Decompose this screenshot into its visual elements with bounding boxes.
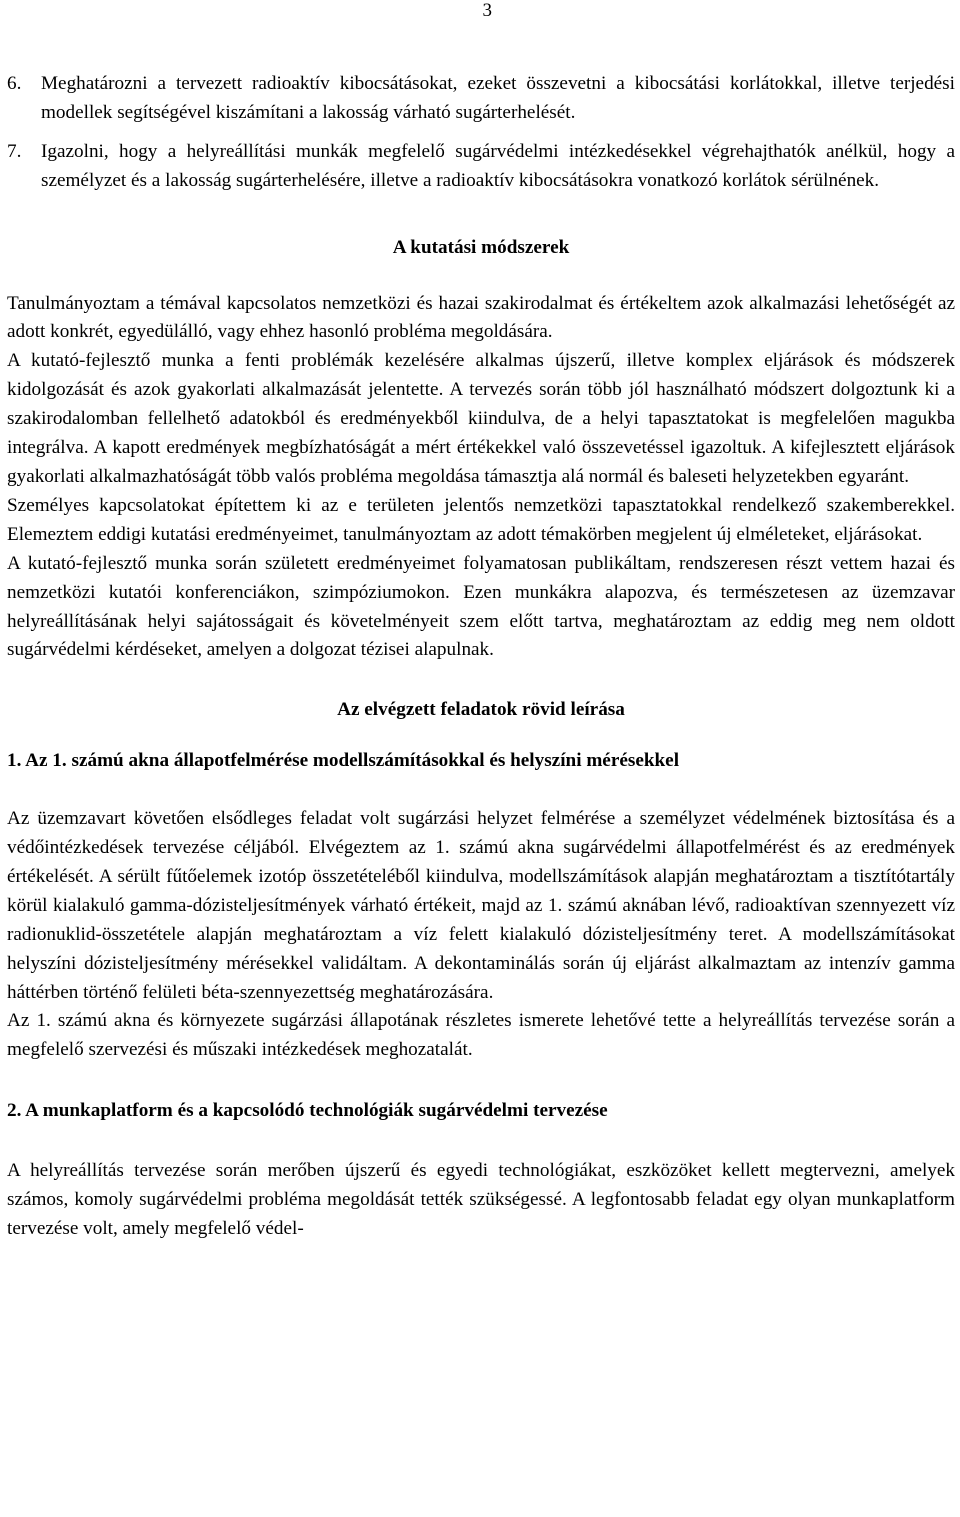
methods-paragraph: Személyes kapcsolatokat építettem ki az e területen jelentős nemzetközi tapasztatokkal rendelkező szakemberekkel. Elemeztem eddigi kutatási eredményeimet, tanulmányoztam az adott témakörben megjelent új elméleteket, eljárásokat. bbox=[7, 494, 955, 545]
list-item-text: Meghatározni a tervezett radioaktív kibocsátásokat, ezeket összevetni a kibocsátási korlátokkal, illetve terjedési modellek segítségével kiszámítani a lakosság várható sugárterhelését. bbox=[41, 73, 955, 123]
subsection-1-title: 1. Az 1. számú akna állapotfelmérése modellszámításokkal és helyszíni mérésekkel bbox=[7, 750, 680, 772]
list-item-number: 6. bbox=[7, 73, 22, 94]
methods-paragraph: A kutató-fejlesztő munka során született eredményeimet folyamatosan publikáltam, rendszeresen részt vettem hazai és nemzetközi kutatói konferenciákon, szimpóziumokon. Ezen munkákra alapozva, és természetesen az üzemzavar helyreállításának helyi sajátosságait és követelményeit szem előtt tartva, meghatároztam az eddig meg nem oldott sugárvédelmi kérdéseket, amelyen a dolgozat tézisei alapulnak. bbox=[7, 552, 955, 661]
tasks-heading: Az elvégzett feladatok rövid leírása bbox=[337, 699, 625, 721]
methods-heading: A kutatási módszerek bbox=[392, 236, 570, 258]
list-item-6 bbox=[7, 70, 955, 128]
subsection-2-title: 2. A munkaplatform és a kapcsolódó technológiák sugárvédelmi tervezése bbox=[7, 1100, 608, 1122]
subsection-1-paragraph: Az üzemzavart követően elsődleges feladat volt sugárzási helyzet felmérése a személyzet védelmének biztosítása és a védőintézkedések tervezése céljából. Elvégeztem az 1. számú akna sugárvédelmi állapotfelmérést és az eredmények értékelését. A sérült fűtőelemek izotóp összetételéből kiindulva, modellszámítások alapján meghatároztam a tisztítótartály körül kialakuló gamma-dózisteljesítmények várható értékeit, majd az 1. számú aknában lévő, radioaktívan szennyezett víz radionuklid-összetétele alapján meghatároztam a víz felett kialakuló dózisteljesítmény teret. A modellszámításokat helyszíni dózisteljesítmény mérésekkel validáltam. A dekontaminálás során új eljárást alkalmaztam az intenzív gamma háttérben történő felületi béta-szennyezettség meghatározására. bbox=[7, 808, 955, 1003]
page-number: 3 bbox=[482, 0, 492, 21]
methods-paragraph: Tanulmányoztam a témával kapcsolatos nemzetközi és hazai szakirodalmat és értékeltem azok alkalmazási lehetőségét az adott konkrét, egyedülálló, vagy ehhez hasonló probléma megoldására. bbox=[7, 292, 955, 343]
list-item-number: 7. bbox=[7, 140, 22, 162]
subsection-1-paragraph: Az 1. számú akna és környezete sugárzási állapotának részletes ismerete lehetővé tette a helyreállítás tervezése során a megfelelő szervezési és műszaki intézkedések meghozatalát. bbox=[7, 1010, 955, 1061]
list-item-text: Igazolni, hogy a helyreállítási munkák megfelelő sugárvédelmi intézkedésekkel végrehajthatók anélkül, hogy a személyzet és a lakosság sugárterhelésére, illetve a radioaktív kibocsátásokra vonatkozó korlátok sérülnének. bbox=[41, 140, 955, 191]
subsection-2-paragraph: A helyreállítás tervezése során merőben újszerű és egyedi technológiákat, eszközöket kellett megtervezni, amelyek számos, komoly sugárvédelmi probléma megoldását tették szükségessé. A legfontosabb feladat egy olyan munkaplatform tervezése volt, amely megfelelő védel- bbox=[7, 1160, 955, 1239]
page-content bbox=[7, 70, 955, 1244]
methods-paragraph: A kutató-fejlesztő munka a fenti problémák kezelésére alkalmas újszerű, illetve komplex eljárások és módszerek kidolgozását és azok gyakorlati alkalmazását jelentette. A tervezés során több jól használható módszert dolgoztunk ki a szakirodalomban fellelhető adatokból és eredményekből kiindulva, de a helyi tapasztatokat is megfelelően magukba integrálva. A kapott eredmények megbízhatóságát a mért értékekkel való összevetéssel igazoltuk. A kifejlesztett eljárások gyakorlati alkalmazhatóságát több valós probléma megoldása támasztja alá normál és baleseti helyzetekben egyaránt. bbox=[7, 350, 955, 487]
list-item-7 bbox=[7, 138, 955, 196]
